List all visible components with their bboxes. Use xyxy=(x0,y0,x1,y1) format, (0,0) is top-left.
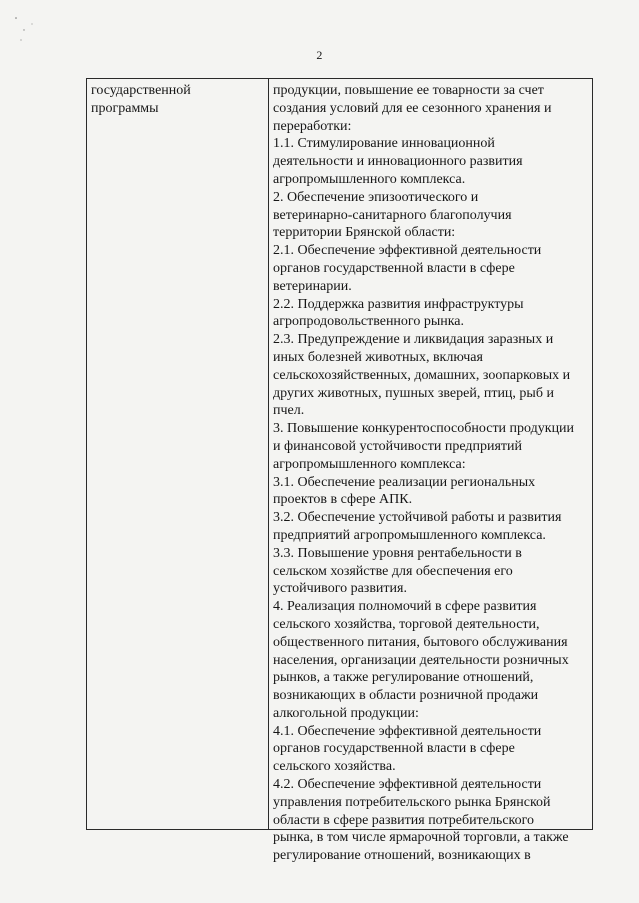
content-line: ветеринарно-санитарного благополучия xyxy=(273,207,512,223)
content-line: 4.2. Обеспечение эффективной деятельности xyxy=(273,777,542,793)
label-line: программы xyxy=(91,100,159,116)
content-line: предприятий агропромышленного комплекса. xyxy=(273,527,546,543)
content-line: 3.2. Обеспечение устойчивой работы и развития xyxy=(273,510,562,526)
content-line: рынка, в том числе ярмарочной торговли, а также xyxy=(273,830,569,846)
content-line: проектов в сфере АПК. xyxy=(273,492,413,508)
label-line: государственной xyxy=(91,83,191,98)
content-line: сельского хозяйства, торговой деятельности, xyxy=(273,616,540,632)
content-line: алкогольной продукции: xyxy=(273,705,419,721)
content-line: 2.2. Поддержка развития инфраструктуры xyxy=(273,296,524,312)
content-line: ветеринарии. xyxy=(273,278,352,294)
content-line: сельского хозяйства. xyxy=(273,759,396,775)
content-line: пчел. xyxy=(273,403,305,419)
content-line: и финансовой устойчивости предприятий xyxy=(273,438,523,454)
content-line: иных болезней животных, включая xyxy=(273,349,483,365)
content-line: 2. Обеспечение эпизоотического и xyxy=(273,189,479,205)
content-line: продукции, повышение ее товарности за счет xyxy=(273,83,544,98)
table-cell-content xyxy=(273,82,593,865)
content-line: 4. Реализация полномочий в сфере развития xyxy=(273,599,537,615)
content-line: агропродовольственного рынка. xyxy=(273,314,465,330)
content-line: агропромышленного комплекса. xyxy=(273,171,466,187)
content-line: регулирование отношений, возникающих в xyxy=(273,848,531,864)
content-line: 4.1. Обеспечение эффективной деятельности xyxy=(273,723,542,739)
scan-artifact xyxy=(10,10,50,50)
program-table xyxy=(86,78,593,864)
content-line: 1.1. Стимулирование инновационной xyxy=(273,136,495,152)
content-line: сельскохозяйственных, домашних, зоопарковых и xyxy=(273,367,571,383)
content-line: возникающих в области розничной продажи xyxy=(273,688,539,704)
content-line: устойчивого развития. xyxy=(273,581,407,597)
table-cell-label xyxy=(91,82,261,118)
content-line: переработки: xyxy=(273,118,352,134)
content-line: других животных, пушных зверей, птиц, рыб и xyxy=(273,385,554,401)
content-line: 3. Повышение конкурентоспособности продукции xyxy=(273,421,575,437)
content-line: населения, организации деятельности розничных xyxy=(273,652,569,668)
content-line: органов государственной власти в сфере xyxy=(273,741,515,757)
content-line: создания условий для ее сезонного хранения и xyxy=(273,100,552,116)
content-line: области в сфере развития потребительского xyxy=(273,812,535,828)
content-line: агропромышленного комплекса: xyxy=(273,456,466,472)
content-line: 2.1. Обеспечение эффективной деятельности xyxy=(273,243,542,259)
content-line: 2.3. Предупреждение и ликвидация заразных и xyxy=(273,332,554,348)
content-line: деятельности и инновационного развития xyxy=(273,154,523,170)
content-line: 3.3. Повышение уровня рентабельности в xyxy=(273,545,522,561)
content-line: общественного питания, бытового обслуживания xyxy=(273,634,568,650)
content-line: 3.1. Обеспечение реализации региональных xyxy=(273,474,536,490)
content-line: сельском хозяйстве для обеспечения его xyxy=(273,563,513,579)
content-line: территории Брянской области: xyxy=(273,225,456,241)
column-divider xyxy=(268,79,269,829)
page-number: 2 xyxy=(316,48,323,62)
content-line: управления потребительского рынка Брянской xyxy=(273,794,551,810)
content-line: органов государственной власти в сфере xyxy=(273,260,515,276)
content-line: рынков, а также регулирование отношений, xyxy=(273,670,534,686)
